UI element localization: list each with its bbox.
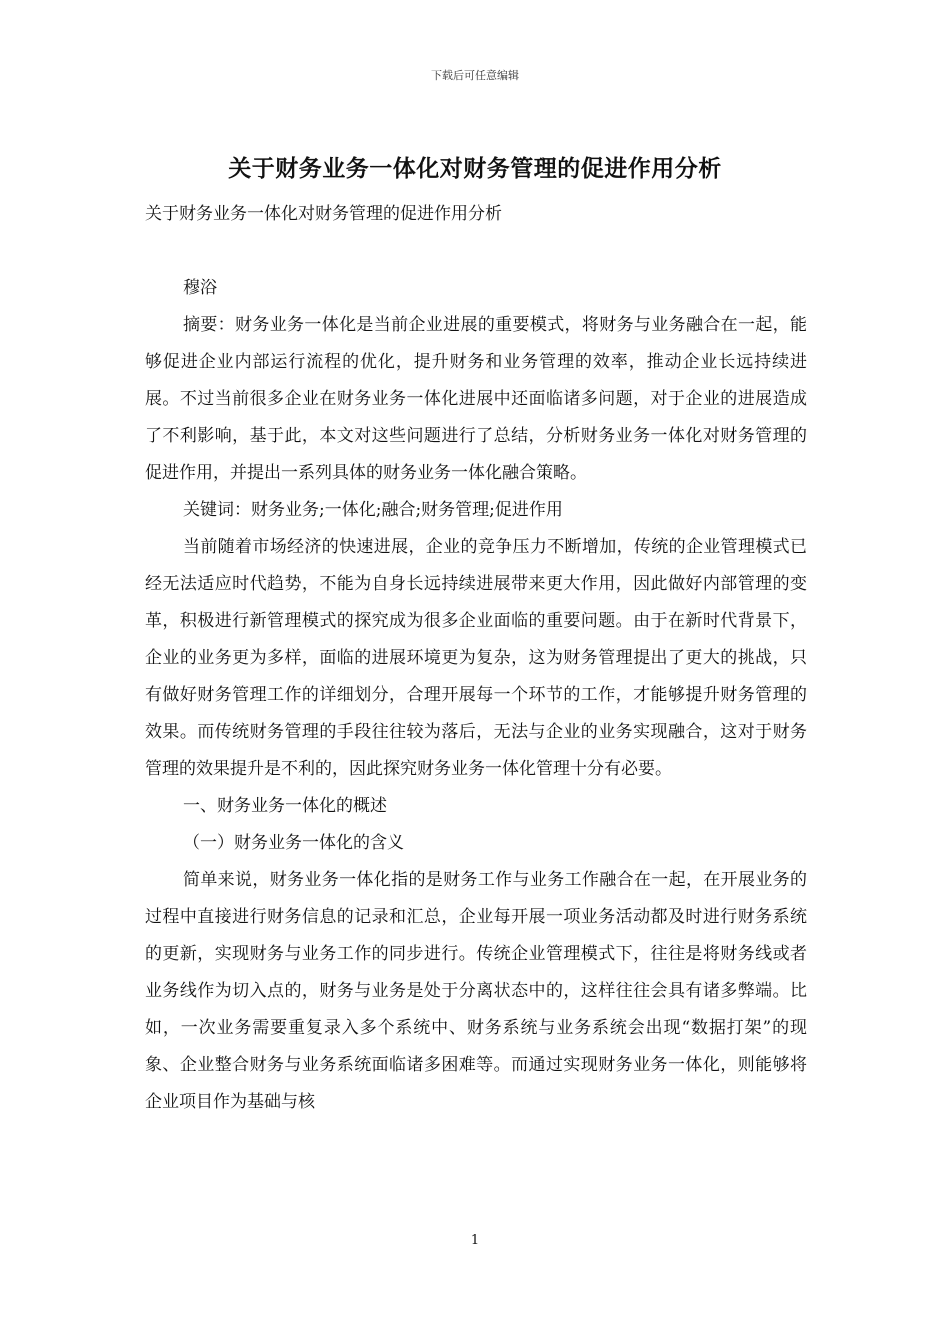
body-paragraph: 简单来说，财务业务一体化指的是财务工作与业务工作融合在一起，在开展业务的过程中直接进行财务信息的记录和汇总，企业每开展一项业务活动都及时进行财务系统的更新，实现财务与业务工作的同步进行。传统企业管理模式下，往往是将财务线或者业务线作为切入点的，财务与业务是处于分离状态中的，这样往往会具有诸多弊端。比如，一次业务需要重复录入多个系统中、财务系统与业务系统会出现“数据打架”的现象、企业整合财务与业务系统面临诸多困难等。而通过实现财务业务一体化，则能够将企业项目作为基础与核 — [145, 870, 807, 1112]
document-subtitle: 关于财务业务一体化对财务管理的促进作用分析 — [145, 204, 502, 224]
author-name: 穆浴 — [183, 278, 217, 298]
document-body — [145, 196, 807, 1121]
page-number: 1 — [470, 1233, 480, 1248]
document-title: 关于财务业务一体化对财务管理的促进作用分析 — [228, 155, 722, 182]
abstract-paragraph: 摘要：财务业务一体化是当前企业进展的重要模式，将财务与业务融合在一起，能够促进企业内部运行流程的优化，提升财务和业务管理的效率，推动企业长远持续进展。不过当前很多企业在财务业务一体化进展中还面临诸多问题，对于企业的进展造成了不利影响，基于此，本文对这些问题进行了总结，分析财务业务一体化对财务管理的促进作用，并提出一系列具体的财务业务一体化融合策略。 — [145, 315, 807, 483]
header-note: 下载后可任意编辑 — [431, 69, 519, 82]
keywords-line: 关键词：财务业务;一体化;融合;财务管理;促进作用 — [183, 500, 563, 520]
section-heading: 一、财务业务一体化的概述 — [183, 796, 387, 816]
intro-paragraph: 当前随着市场经济的快速进展，企业的竞争压力不断增加，传统的企业管理模式已经无法适应时代趋势，不能为自身长远持续进展带来更大作用，因此做好内部管理的变革，积极进行新管理模式的探究成为很多企业面临的重要问题。由于在新时代背景下，企业的业务更为多样，面临的进展环境更为复杂，这为财务管理提出了更大的挑战，只有做好财务管理工作的详细划分，合理开展每一个环节的工作，才能够提升财务管理的效果。而传统财务管理的手段往往较为落后，无法与企业的业务实现融合，这对于财务管理的效果提升是不利的，因此探究财务业务一体化管理十分有必要。 — [145, 537, 807, 779]
subsection-heading: （一）财务业务一体化的含义 — [183, 833, 404, 853]
